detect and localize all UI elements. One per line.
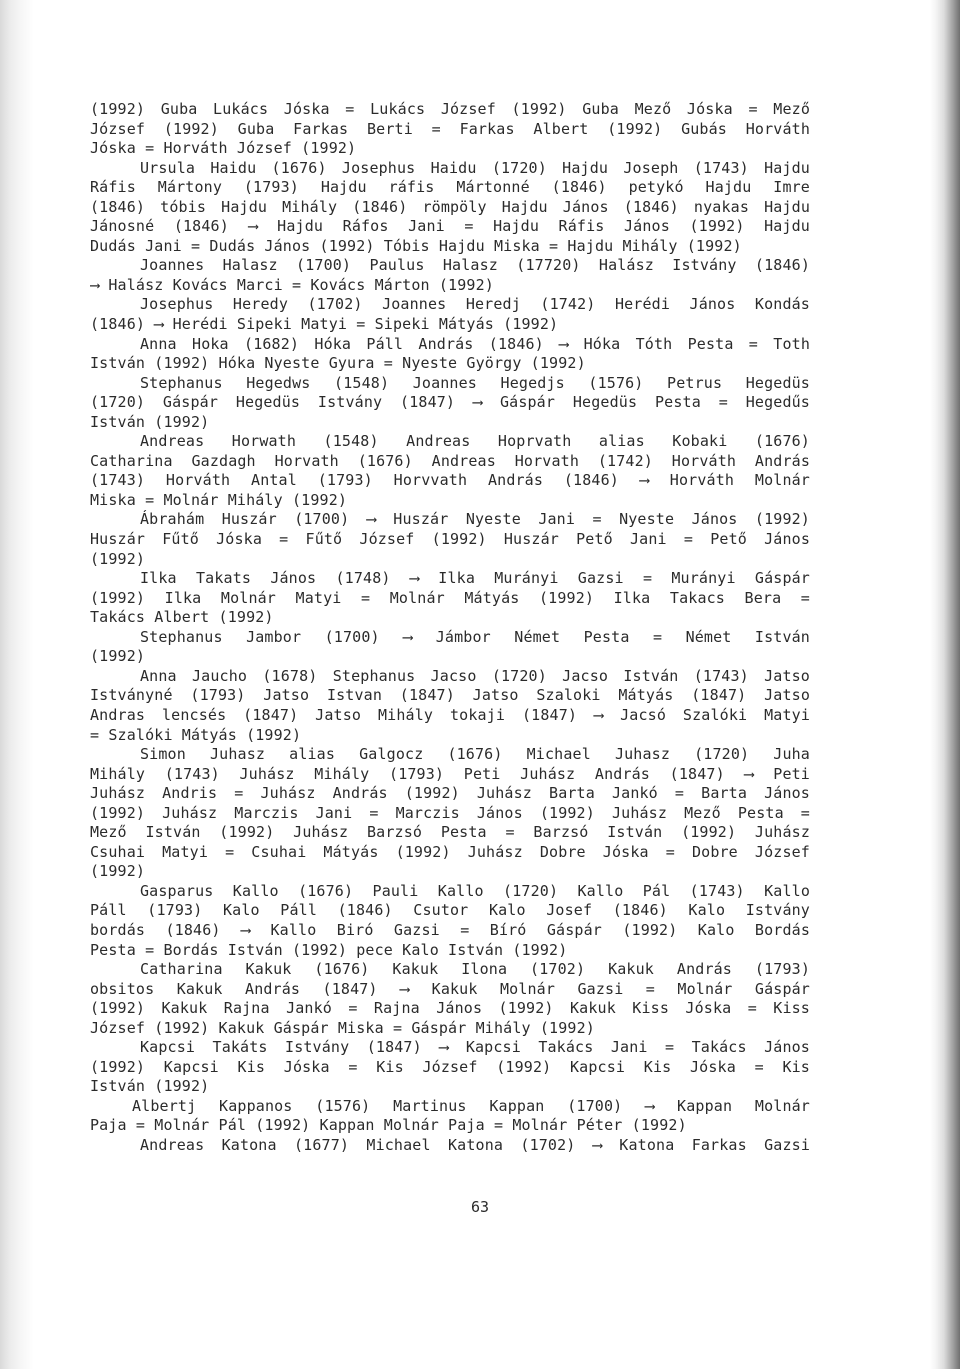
text-line: (1992): [90, 647, 146, 666]
text-line: Stephanus Jambor (1700) ⟶ Jámbor Német Pesta = Német István: [140, 627, 810, 646]
text-line: (1992) Kapcsi Kis Jóska = Kis József (1992) Kapcsi Kis Jóska = Kis: [90, 1057, 810, 1076]
text-line: Paja = Molnár Pál (1992) Kappan Molnár Paja = Molnár Péter (1992): [90, 1116, 687, 1135]
text-line: Ilka Takats János (1748) ⟶ Ilka Murányi Gazsi = Murányi Gáspár: [140, 569, 810, 588]
text-line: Juhász Andris = Juhász András (1992) Juhász Barta Jankó = Barta János: [90, 784, 810, 803]
text-line: Ábrahám Huszár (1700) ⟶ Huszár Nyeste Jani = Nyeste János (1992): [140, 510, 810, 529]
text-line: Jóska = Horváth József (1992): [90, 139, 357, 158]
text-line: Mező István (1992) Juhász Barzsó Pesta = Barzsó István (1992) Juhász: [90, 823, 810, 842]
text-line: (1720) Gáspár Hegedüs Istvány (1847) ⟶ Gáspár Hegedüs Pesta = Hegedűs: [90, 393, 810, 412]
text-line: József (1992) Guba Farkas Berti = Farkas Albert (1992) Gubás Horváth: [90, 119, 810, 138]
text-line: Andreas Katona (1677) Michael Katona (1702) ⟶ Katona Farkas Gazsi: [140, 1135, 810, 1154]
page-number: 63: [470, 1198, 490, 1216]
text-line: (1992) Guba Lukács Jóska = Lukács József (1992) Guba Mező Jóska = Mező: [90, 100, 810, 118]
text-line: (1992): [90, 862, 146, 881]
text-line: Ráfis Mártony (1793) Hajdu ráfis Mártonné (1846) petykó Hajdu Imre: [90, 178, 810, 197]
text-line: Páll (1793) Kalo Páll (1846) Csutor Kalo Josef (1846) Kalo Istvány: [90, 901, 810, 920]
text-line: István (1992) Hóka Nyeste Gyura = Nyeste György (1992): [90, 354, 586, 373]
text-line: Catharina Kakuk (1676) Kakuk Ilona (1702) Kakuk András (1793): [140, 960, 810, 979]
text-line: Simon Juhasz alias Galgocz (1676) Michael Juhasz (1720) Juha: [140, 745, 810, 764]
text-line: István (1992): [90, 1077, 210, 1096]
text-line: Anna Jaucho (1678) Stephanus Jacso (1720) Jacso István (1743) Jatso: [140, 666, 810, 685]
scan-edge-left: [0, 0, 34, 1369]
text-line: Andreas Horwath (1548) Andreas Hoprvath alias Kobaki (1676): [140, 432, 810, 451]
text-line: Pesta = Bordás István (1992) pece Kalo István (1992): [90, 940, 568, 959]
text-line: (1992): [90, 549, 146, 568]
text-line: Andras lencsés (1847) Jatso Mihály tokaji (1847) ⟶ Jacsó Szalóki Matyi: [90, 705, 810, 724]
text-line: = Szalóki Mátyás (1992): [90, 725, 302, 744]
text-line: ⟶ Halász Kovács Marci = Kovács Márton (1992): [90, 275, 494, 294]
text-line: (1846) tóbis Hajdu Mihály (1846) römpöly Hajdu János (1846) nyakas Hajdu: [90, 197, 810, 216]
text-line: Csuhai Matyi = Csuhai Mátyás (1992) Juhász Dobre Jóska = Dobre József: [90, 842, 810, 861]
text-line: Ursula Haidu (1676) Josephus Haidu (1720) Hajdu Joseph (1743) Hajdu: [140, 158, 810, 177]
text-line: Albertj Kappanos (1576) Martinus Kappan (1700) ⟶ Kappan Molnár: [132, 1096, 810, 1115]
scan-edge-right: [930, 0, 960, 1369]
text-line: Takács Albert (1992): [90, 608, 274, 627]
text-line: (1992) Juhász Marczis Jani = Marczis János (1992) Juhász Mező Pesta =: [90, 803, 810, 822]
text-line: obsitos Kakuk András (1847) ⟶ Kakuk Molnár Gazsi = Molnár Gáspár: [90, 979, 810, 998]
text-line: (1992) Ilka Molnár Matyi = Molnár Mátyás (1992) Ilka Takacs Bera =: [90, 588, 810, 607]
text-line: (1846) ⟶ Herédi Sipeki Matyi = Sipeki Mátyás (1992): [90, 315, 559, 334]
text-line: Gasparus Kallo (1676) Pauli Kallo (1720) Kallo Pál (1743) Kallo: [140, 881, 810, 900]
text-line: Stephanus Hegedws (1548) Joannes Hegedjs (1576) Petrus Hegedüs: [140, 373, 810, 392]
text-line: Huszár Fűtő Jóska = Fűtő József (1992) Huszár Pető Jani = Pető János: [90, 530, 810, 549]
page-text-block: [90, 100, 810, 1156]
text-line: (1743) Horváth Antal (1793) Horvvath András (1846) ⟶ Horváth Molnár: [90, 471, 810, 490]
text-line: Catharina Gazdagh Horvath (1676) Andreas Horvath (1742) Horváth András: [90, 451, 810, 470]
text-line: Kapcsi Takáts Istvány (1847) ⟶ Kapcsi Takács Jani = Takács János: [140, 1038, 810, 1057]
text-line: József (1992) Kakuk Gáspár Miska = Gáspár Mihály (1992): [90, 1018, 595, 1037]
text-line: (1992) Kakuk Rajna Jankó = Rajna János (1992) Kakuk Kiss Jóska = Kiss: [90, 999, 810, 1018]
text-line: Dudás Jani = Dudás János (1992) Tóbis Hajdu Miska = Hajdu Mihály (1992): [90, 236, 742, 255]
text-line: bordás (1846) ⟶ Kallo Biró Gazsi = Bíró Gáspár (1992) Kalo Bordás: [90, 920, 810, 939]
text-line: Mihály (1743) Juhász Mihály (1793) Peti Juhász András (1847) ⟶ Peti: [90, 764, 810, 783]
text-line: Istványné (1793) Jatso Istvan (1847) Jatso Szaloki Mátyás (1847) Jatso: [90, 686, 810, 705]
text-line: Josephus Heredy (1702) Joannes Heredj (1742) Herédi János Kondás: [140, 295, 810, 314]
text-line: István (1992): [90, 412, 210, 431]
text-line: Jánosné (1846) ⟶ Hajdu Ráfos Jani = Hajdu Ráfis János (1992) Hajdu: [90, 217, 810, 236]
text-line: Miska = Molnár Mihály (1992): [90, 490, 348, 509]
text-line: Joannes Halasz (1700) Paulus Halasz (17720) Halász Istvány (1846): [140, 256, 810, 275]
text-line: Anna Hoka (1682) Hóka Páll András (1846) ⟶ Hóka Tóth Pesta = Toth: [140, 334, 810, 353]
